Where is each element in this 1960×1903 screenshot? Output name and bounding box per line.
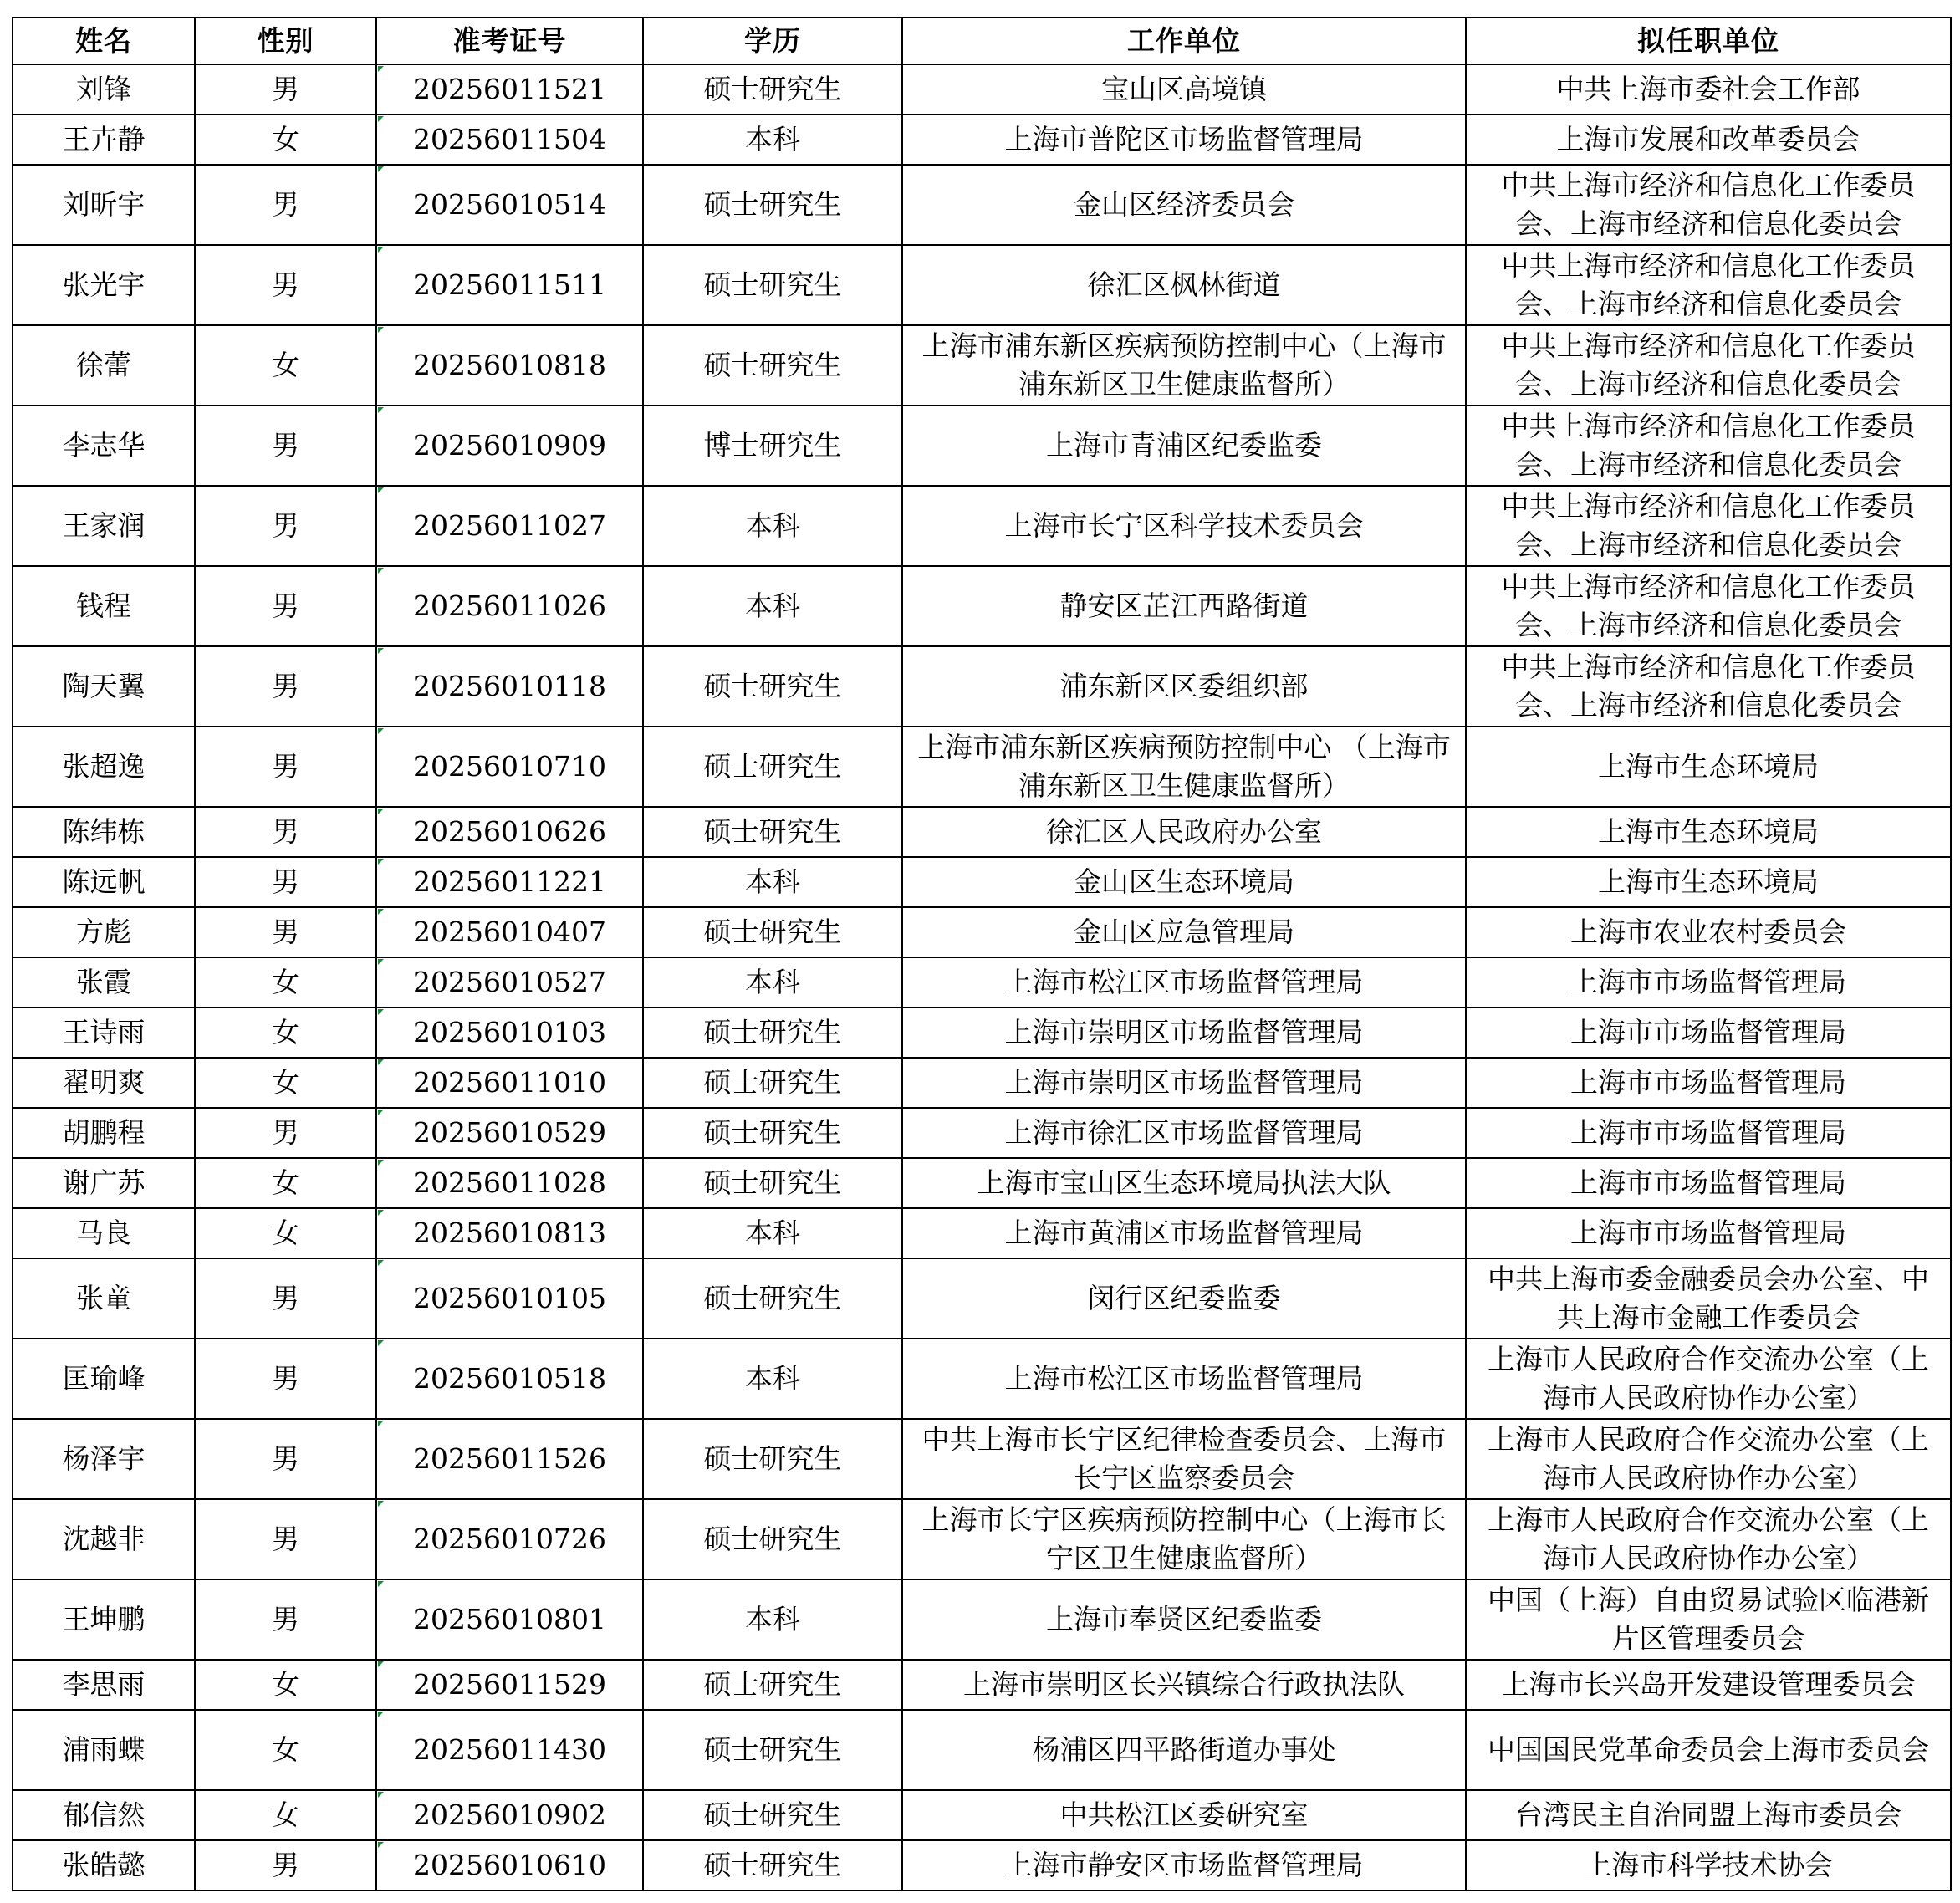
header-gender: 性别 <box>195 18 376 64</box>
proposed-unit-cell: 上海市市场监督管理局 <box>1466 1108 1951 1158</box>
table-row <box>13 1660 1951 1710</box>
name-cell: 翟明爽 <box>13 1058 195 1108</box>
proposed-unit-cell: 上海市生态环境局 <box>1466 727 1951 807</box>
name-cell: 李思雨 <box>13 1660 195 1710</box>
table-row <box>13 1710 1951 1790</box>
exam-id-cell: 20256010813 <box>376 1208 643 1258</box>
gender-cell: 女 <box>195 1208 376 1258</box>
table-row <box>13 486 1951 566</box>
proposed-unit-cell: 上海市市场监督管理局 <box>1466 1158 1951 1208</box>
exam-id-cell: 20256011529 <box>376 1660 643 1710</box>
name-cell: 方彪 <box>13 907 195 957</box>
table-row <box>13 1499 1951 1579</box>
education-cell: 本科 <box>643 957 902 1008</box>
gender-cell: 男 <box>195 727 376 807</box>
gender-cell: 男 <box>195 1840 376 1890</box>
exam-id-cell: 20256010518 <box>376 1339 643 1419</box>
gender-cell: 女 <box>195 1058 376 1108</box>
proposed-unit-cell: 中共上海市经济和信息化工作委员会、上海市经济和信息化委员会 <box>1466 406 1951 486</box>
gender-cell: 男 <box>195 907 376 957</box>
education-cell: 硕士研究生 <box>643 1258 902 1339</box>
work-unit-cell: 上海市浦东新区疾病预防控制中心 （上海市浦东新区卫生健康监督所） <box>902 727 1466 807</box>
work-unit-cell: 上海市长宁区科学技术委员会 <box>902 486 1466 566</box>
name-cell: 张童 <box>13 1258 195 1339</box>
education-cell: 博士研究生 <box>643 406 902 486</box>
work-unit-cell: 闵行区纪委监委 <box>902 1258 1466 1339</box>
gender-cell: 男 <box>195 646 376 727</box>
proposed-unit-cell: 中国（上海）自由贸易试验区临港新片区管理委员会 <box>1466 1579 1951 1660</box>
exam-id-cell: 20256011010 <box>376 1058 643 1108</box>
name-cell: 马良 <box>13 1208 195 1258</box>
work-unit-cell: 上海市长宁区疾病预防控制中心（上海市长宁区卫生健康监督所） <box>902 1499 1466 1579</box>
education-cell: 硕士研究生 <box>643 165 902 245</box>
exam-id-cell: 20256010514 <box>376 165 643 245</box>
education-cell: 本科 <box>643 1339 902 1419</box>
name-cell: 浦雨蝶 <box>13 1710 195 1790</box>
table-row <box>13 1339 1951 1419</box>
education-cell: 硕士研究生 <box>643 1108 902 1158</box>
table-row <box>13 1208 1951 1258</box>
work-unit-cell: 上海市松江区市场监督管理局 <box>902 957 1466 1008</box>
education-cell: 硕士研究生 <box>643 1790 902 1840</box>
education-cell: 硕士研究生 <box>643 1419 902 1499</box>
education-cell: 硕士研究生 <box>643 245 902 325</box>
gender-cell: 男 <box>195 64 376 115</box>
education-cell: 硕士研究生 <box>643 1840 902 1890</box>
work-unit-cell: 徐汇区枫林街道 <box>902 245 1466 325</box>
gender-cell: 男 <box>195 165 376 245</box>
exam-id-cell: 20256011028 <box>376 1158 643 1208</box>
work-unit-cell: 浦东新区区委组织部 <box>902 646 1466 727</box>
exam-id-cell: 20256011026 <box>376 566 643 646</box>
work-unit-cell: 上海市崇明区市场监督管理局 <box>902 1008 1466 1058</box>
exam-id-cell: 20256011221 <box>376 857 643 907</box>
table-row <box>13 115 1951 165</box>
header-education: 学历 <box>643 18 902 64</box>
table-row <box>13 325 1951 406</box>
work-unit-cell: 金山区经济委员会 <box>902 165 1466 245</box>
gender-cell: 男 <box>195 486 376 566</box>
table-row <box>13 857 1951 907</box>
exam-id-cell: 20256011521 <box>376 64 643 115</box>
proposed-unit-cell: 中共上海市经济和信息化工作委员会、上海市经济和信息化委员会 <box>1466 165 1951 245</box>
table-row <box>13 1008 1951 1058</box>
name-cell: 王家润 <box>13 486 195 566</box>
proposed-unit-cell: 上海市人民政府合作交流办公室（上海市人民政府协作办公室） <box>1466 1419 1951 1499</box>
exam-id-cell: 20256010105 <box>376 1258 643 1339</box>
name-cell: 张超逸 <box>13 727 195 807</box>
proposed-unit-cell: 中共上海市经济和信息化工作委员会、上海市经济和信息化委员会 <box>1466 325 1951 406</box>
gender-cell: 男 <box>195 807 376 857</box>
proposed-unit-cell: 上海市发展和改革委员会 <box>1466 115 1951 165</box>
education-cell: 本科 <box>643 486 902 566</box>
table-row <box>13 727 1951 807</box>
gender-cell: 男 <box>195 1499 376 1579</box>
education-cell: 本科 <box>643 857 902 907</box>
exam-id-cell: 20256011526 <box>376 1419 643 1499</box>
work-unit-cell: 中共上海市长宁区纪律检查委员会、上海市长宁区监察委员会 <box>902 1419 1466 1499</box>
proposed-unit-cell: 中共上海市经济和信息化工作委员会、上海市经济和信息化委员会 <box>1466 566 1951 646</box>
proposed-unit-cell: 上海市生态环境局 <box>1466 857 1951 907</box>
education-cell: 硕士研究生 <box>643 1710 902 1790</box>
proposed-unit-cell: 台湾民主自治同盟上海市委员会 <box>1466 1790 1951 1840</box>
education-cell: 本科 <box>643 566 902 646</box>
header-exam-id: 准考证号 <box>376 18 643 64</box>
proposed-unit-cell: 中共上海市委金融委员会办公室、中共上海市金融工作委员会 <box>1466 1258 1951 1339</box>
proposed-unit-cell: 上海市长兴岛开发建设管理委员会 <box>1466 1660 1951 1710</box>
gender-cell: 女 <box>195 325 376 406</box>
work-unit-cell: 金山区应急管理局 <box>902 907 1466 957</box>
education-cell: 硕士研究生 <box>643 1660 902 1710</box>
gender-cell: 女 <box>195 1158 376 1208</box>
proposed-unit-cell: 中共上海市经济和信息化工作委员会、上海市经济和信息化委员会 <box>1466 245 1951 325</box>
header-work-unit: 工作单位 <box>902 18 1466 64</box>
gender-cell: 女 <box>195 1008 376 1058</box>
exam-id-cell: 20256010902 <box>376 1790 643 1840</box>
table-row <box>13 1108 1951 1158</box>
proposed-unit-cell: 中共上海市经济和信息化工作委员会、上海市经济和信息化委员会 <box>1466 486 1951 566</box>
table-row <box>13 1419 1951 1499</box>
name-cell: 张光宇 <box>13 245 195 325</box>
proposed-unit-cell: 上海市市场监督管理局 <box>1466 957 1951 1008</box>
table-row <box>13 1790 1951 1840</box>
work-unit-cell: 杨浦区四平路街道办事处 <box>902 1710 1466 1790</box>
proposed-unit-cell: 上海市科学技术协会 <box>1466 1840 1951 1890</box>
work-unit-cell: 上海市浦东新区疾病预防控制中心（上海市浦东新区卫生健康监督所） <box>902 325 1466 406</box>
name-cell: 刘昕宇 <box>13 165 195 245</box>
education-cell: 硕士研究生 <box>643 1499 902 1579</box>
name-cell: 钱程 <box>13 566 195 646</box>
exam-id-cell: 20256010118 <box>376 646 643 727</box>
proposed-unit-cell: 中共上海市经济和信息化工作委员会、上海市经济和信息化委员会 <box>1466 646 1951 727</box>
work-unit-cell: 徐汇区人民政府办公室 <box>902 807 1466 857</box>
education-cell: 硕士研究生 <box>643 64 902 115</box>
education-cell: 硕士研究生 <box>643 646 902 727</box>
proposed-unit-cell: 上海市市场监督管理局 <box>1466 1008 1951 1058</box>
gender-cell: 女 <box>195 1710 376 1790</box>
exam-id-cell: 20256010801 <box>376 1579 643 1660</box>
exam-id-cell: 20256010726 <box>376 1499 643 1579</box>
work-unit-cell: 静安区芷江西路街道 <box>902 566 1466 646</box>
name-cell: 陶天翼 <box>13 646 195 727</box>
exam-id-cell: 20256011430 <box>376 1710 643 1790</box>
education-cell: 本科 <box>643 115 902 165</box>
exam-id-cell: 20256010818 <box>376 325 643 406</box>
education-cell: 硕士研究生 <box>643 325 902 406</box>
name-cell: 沈越非 <box>13 1499 195 1579</box>
table-row <box>13 646 1951 727</box>
exam-id-cell: 20256010909 <box>376 406 643 486</box>
name-cell: 张皓懿 <box>13 1840 195 1890</box>
exam-id-cell: 20256010527 <box>376 957 643 1008</box>
proposed-unit-cell: 中国国民党革命委员会上海市委员会 <box>1466 1710 1951 1790</box>
education-cell: 本科 <box>643 1579 902 1660</box>
work-unit-cell: 上海市青浦区纪委监委 <box>902 406 1466 486</box>
name-cell: 王坤鹏 <box>13 1579 195 1660</box>
exam-id-cell: 20256010626 <box>376 807 643 857</box>
work-unit-cell: 上海市宝山区生态环境局执法大队 <box>902 1158 1466 1208</box>
table-row <box>13 165 1951 245</box>
work-unit-cell: 上海市崇明区市场监督管理局 <box>902 1058 1466 1108</box>
table-row <box>13 1579 1951 1660</box>
work-unit-cell: 上海市静安区市场监督管理局 <box>902 1840 1466 1890</box>
exam-id-cell: 20256010407 <box>376 907 643 957</box>
exam-id-cell: 20256010529 <box>376 1108 643 1158</box>
gender-cell: 女 <box>195 1790 376 1840</box>
gender-cell: 男 <box>195 857 376 907</box>
name-cell: 王诗雨 <box>13 1008 195 1058</box>
header-proposed-unit: 拟任职单位 <box>1466 18 1951 64</box>
table-row <box>13 64 1951 115</box>
exam-id-cell: 20256011511 <box>376 245 643 325</box>
gender-cell: 女 <box>195 1660 376 1710</box>
gender-cell: 男 <box>195 1258 376 1339</box>
work-unit-cell: 宝山区高境镇 <box>902 64 1466 115</box>
work-unit-cell: 上海市崇明区长兴镇综合行政执法队 <box>902 1660 1466 1710</box>
education-cell: 硕士研究生 <box>643 1158 902 1208</box>
work-unit-cell: 金山区生态环境局 <box>902 857 1466 907</box>
proposed-unit-cell: 上海市人民政府合作交流办公室（上海市人民政府协作办公室） <box>1466 1339 1951 1419</box>
proposed-unit-cell: 上海市人民政府合作交流办公室（上海市人民政府协作办公室） <box>1466 1499 1951 1579</box>
work-unit-cell: 上海市奉贤区纪委监委 <box>902 1579 1466 1660</box>
table-row <box>13 1158 1951 1208</box>
candidate-table <box>12 17 1952 1891</box>
name-cell: 徐蕾 <box>13 325 195 406</box>
work-unit-cell: 上海市徐汇区市场监督管理局 <box>902 1108 1466 1158</box>
table-row <box>13 406 1951 486</box>
table-row <box>13 1258 1951 1339</box>
work-unit-cell: 上海市松江区市场监督管理局 <box>902 1339 1466 1419</box>
name-cell: 陈纬栋 <box>13 807 195 857</box>
name-cell: 李志华 <box>13 406 195 486</box>
education-cell: 硕士研究生 <box>643 1008 902 1058</box>
table-row <box>13 807 1951 857</box>
education-cell: 本科 <box>643 1208 902 1258</box>
name-cell: 谢广苏 <box>13 1158 195 1208</box>
name-cell: 匡瑜峰 <box>13 1339 195 1419</box>
gender-cell: 男 <box>195 1419 376 1499</box>
proposed-unit-cell: 上海市市场监督管理局 <box>1466 1208 1951 1258</box>
exam-id-cell: 20256011504 <box>376 115 643 165</box>
gender-cell: 男 <box>195 1579 376 1660</box>
name-cell: 杨泽宇 <box>13 1419 195 1499</box>
table-row <box>13 1840 1951 1890</box>
table-row <box>13 907 1951 957</box>
education-cell: 硕士研究生 <box>643 1058 902 1108</box>
name-cell: 胡鹏程 <box>13 1108 195 1158</box>
education-cell: 硕士研究生 <box>643 907 902 957</box>
work-unit-cell: 上海市黄浦区市场监督管理局 <box>902 1208 1466 1258</box>
education-cell: 硕士研究生 <box>643 807 902 857</box>
table-header <box>13 18 1951 64</box>
proposed-unit-cell: 中共上海市委社会工作部 <box>1466 64 1951 115</box>
header-name: 姓名 <box>13 18 195 64</box>
exam-id-cell: 20256010103 <box>376 1008 643 1058</box>
gender-cell: 男 <box>195 1108 376 1158</box>
gender-cell: 男 <box>195 245 376 325</box>
gender-cell: 男 <box>195 406 376 486</box>
header-row <box>13 18 1951 64</box>
name-cell: 陈远帆 <box>13 857 195 907</box>
name-cell: 王卉静 <box>13 115 195 165</box>
exam-id-cell: 20256011027 <box>376 486 643 566</box>
name-cell: 张霞 <box>13 957 195 1008</box>
name-cell: 郁信然 <box>13 1790 195 1840</box>
table-row <box>13 957 1951 1008</box>
gender-cell: 女 <box>195 957 376 1008</box>
gender-cell: 女 <box>195 115 376 165</box>
name-cell: 刘锋 <box>13 64 195 115</box>
exam-id-cell: 20256010710 <box>376 727 643 807</box>
gender-cell: 男 <box>195 566 376 646</box>
education-cell: 硕士研究生 <box>643 727 902 807</box>
table-body <box>13 64 1951 1890</box>
work-unit-cell: 中共松江区委研究室 <box>902 1790 1466 1840</box>
table-row <box>13 245 1951 325</box>
work-unit-cell: 上海市普陀区市场监督管理局 <box>902 115 1466 165</box>
proposed-unit-cell: 上海市生态环境局 <box>1466 807 1951 857</box>
table-row <box>13 566 1951 646</box>
table-row <box>13 1058 1951 1108</box>
proposed-unit-cell: 上海市市场监督管理局 <box>1466 1058 1951 1108</box>
exam-id-cell: 20256010610 <box>376 1840 643 1890</box>
gender-cell: 男 <box>195 1339 376 1419</box>
proposed-unit-cell: 上海市农业农村委员会 <box>1466 907 1951 957</box>
